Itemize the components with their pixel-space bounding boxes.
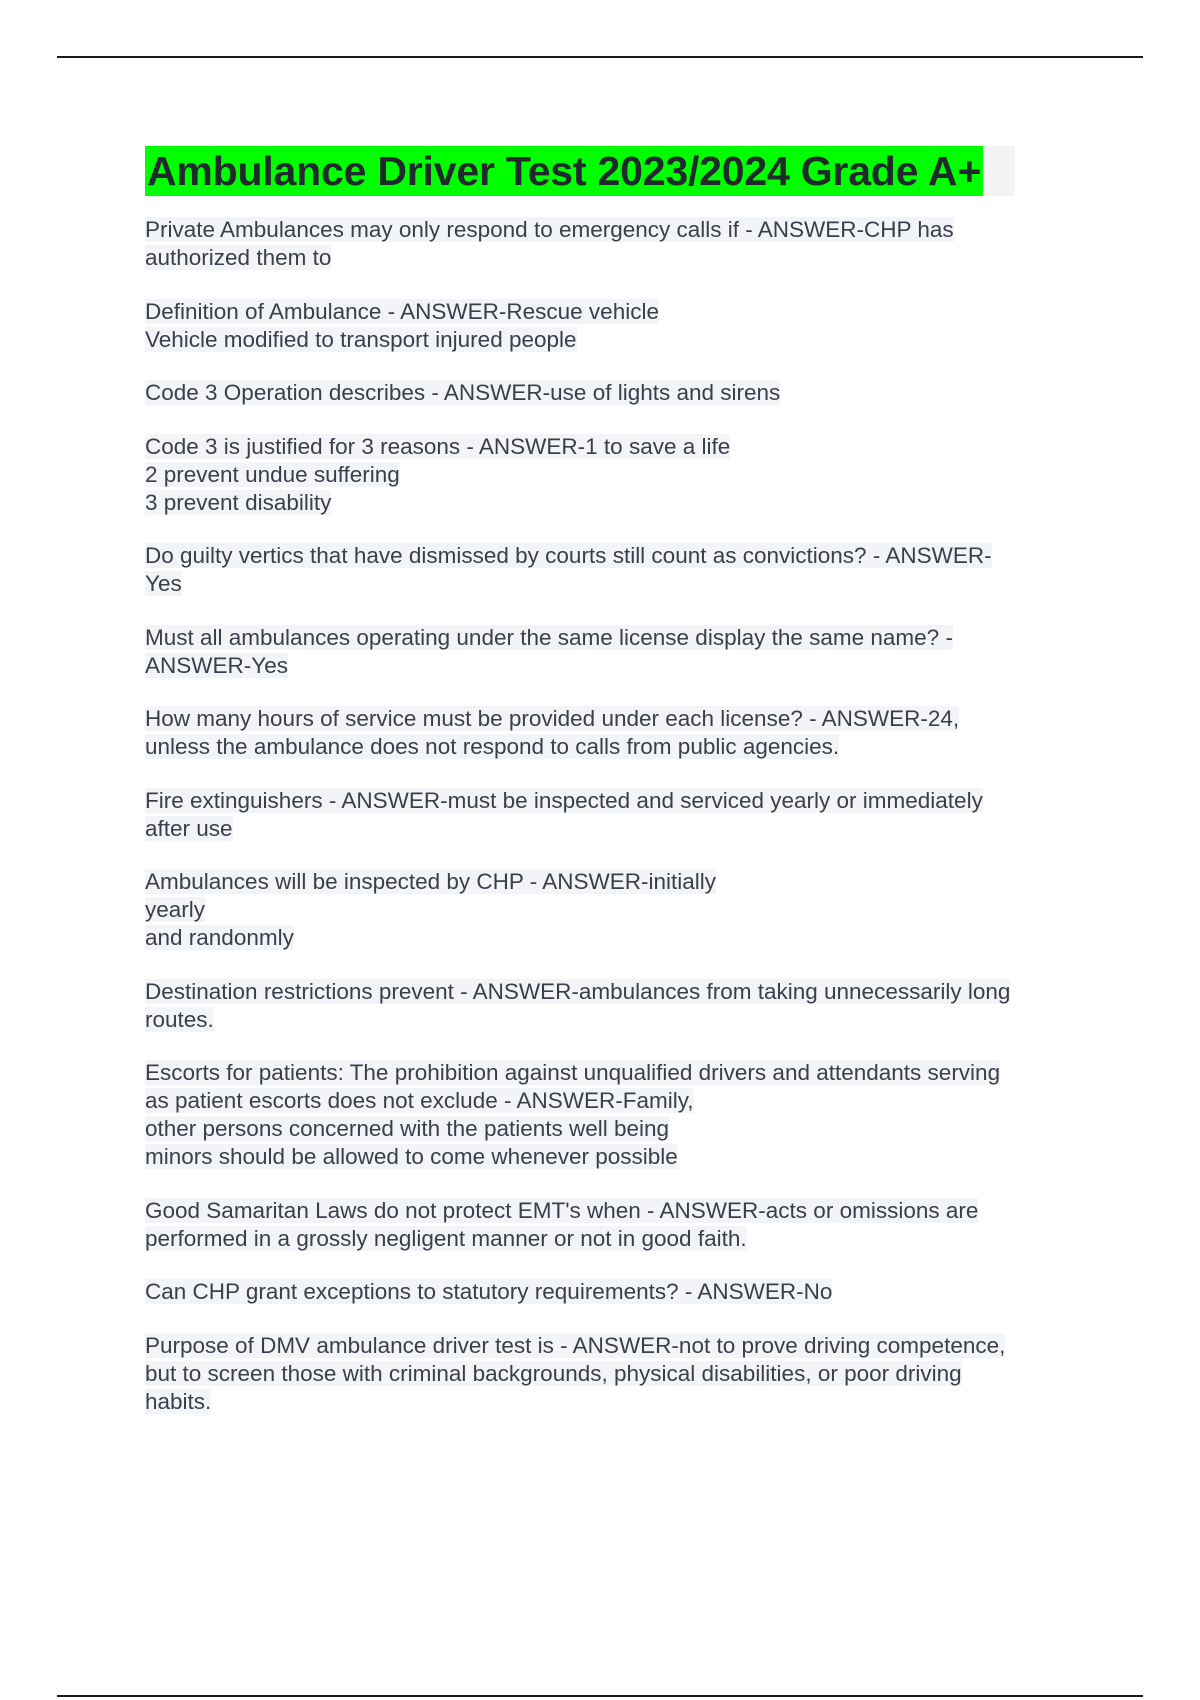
qa-line xyxy=(145,461,1090,489)
qa-entry xyxy=(145,1278,1090,1306)
qa-line xyxy=(145,624,1090,652)
qa-text: other persons concerned with the patients well being xyxy=(145,1116,670,1141)
qa-text: Vehicle modified to transport injured people xyxy=(145,326,577,352)
qa-line xyxy=(145,1115,1090,1143)
qa-text: Yes xyxy=(145,571,182,596)
qa-line xyxy=(145,1059,1090,1087)
qa-text: performed in a grossly negligent manner or not in good faith. xyxy=(145,1225,747,1251)
qa-line xyxy=(145,1332,1090,1360)
qa-text: after use xyxy=(145,815,233,841)
qa-text: yearly xyxy=(145,897,206,922)
qa-text: 2 prevent undue suffering xyxy=(145,461,400,487)
qa-entry xyxy=(145,1197,1090,1253)
qa-line xyxy=(145,489,1090,517)
top-rule xyxy=(57,56,1143,58)
qa-line xyxy=(145,1360,1090,1388)
document-title: Ambulance Driver Test 2023/2024 Grade A+ xyxy=(147,148,982,194)
qa-text: 3 prevent disability xyxy=(145,489,332,515)
qa-line xyxy=(145,787,1090,815)
qa-line xyxy=(145,733,1090,761)
qa-line xyxy=(145,216,1090,244)
qa-line xyxy=(145,542,1090,570)
qa-entry xyxy=(145,298,1090,354)
qa-entry xyxy=(145,705,1090,761)
qa-text: routes. xyxy=(145,1006,214,1032)
qa-line xyxy=(145,1143,1090,1171)
qa-text: Must all ambulances operating under the same license display the same name? - xyxy=(145,624,953,650)
qa-text: but to screen those with criminal backgrounds, physical disabilities, or poor driving xyxy=(145,1360,962,1386)
qa-text: as patient escorts does not exclude - ANSWER-Family, xyxy=(145,1088,694,1113)
qa-line xyxy=(145,1006,1090,1034)
qa-text: Can CHP grant exceptions to statutory requirements? - ANSWER-No xyxy=(145,1279,833,1304)
qa-text: and randonmly xyxy=(145,925,294,950)
qa-entry xyxy=(145,787,1090,843)
qa-line xyxy=(145,978,1090,1006)
qa-line xyxy=(145,1087,1090,1115)
qa-line xyxy=(145,1225,1090,1253)
qa-entry xyxy=(145,868,1090,952)
qa-entry xyxy=(145,379,1090,407)
qa-line xyxy=(145,570,1090,598)
qa-text: Destination restrictions prevent - ANSWER-ambulances from taking unnecessarily long xyxy=(145,978,1011,1004)
qa-line xyxy=(145,1278,1090,1306)
qa-line xyxy=(145,326,1090,354)
qa-entry xyxy=(145,1332,1090,1416)
qa-line xyxy=(145,1197,1090,1225)
qa-text: Ambulances will be inspected by CHP - ANSWER-initially xyxy=(145,869,717,894)
qa-line xyxy=(145,868,1090,896)
qa-line xyxy=(145,298,1090,326)
qa-entry xyxy=(145,542,1090,598)
qa-text: Code 3 is justified for 3 reasons - ANSWER-1 to save a life xyxy=(145,433,731,459)
qa-entry xyxy=(145,433,1090,517)
qa-line xyxy=(145,896,1090,924)
qa-text: ANSWER-Yes xyxy=(145,652,288,678)
qa-line xyxy=(145,705,1090,733)
qa-text: Purpose of DMV ambulance driver test is - ANSWER-not to prove driving competence, xyxy=(145,1332,1006,1358)
qa-entry xyxy=(145,216,1090,272)
qa-text: minors should be allowed to come whenever possible xyxy=(145,1144,678,1169)
qa-text: Code 3 Operation describes - ANSWER-use of lights and sirens xyxy=(145,380,781,405)
qa-text: Do guilty vertics that have dismissed by courts still count as convictions? - ANSWER- xyxy=(145,543,992,568)
qa-line xyxy=(145,652,1090,680)
qa-entry xyxy=(145,624,1090,680)
qa-text: authorized them to xyxy=(145,245,332,270)
document-body xyxy=(145,146,1090,1441)
qa-text: Private Ambulances may only respond to emergency calls if - ANSWER-CHP has xyxy=(145,217,954,242)
qa-entry xyxy=(145,1059,1090,1171)
qa-line xyxy=(145,244,1090,272)
qa-line xyxy=(145,379,1090,407)
qa-text: unless the ambulance does not respond to calls from public agencies. xyxy=(145,734,840,759)
qa-text: Definition of Ambulance - ANSWER-Rescue vehicle xyxy=(145,298,659,324)
qa-list xyxy=(145,216,1090,1416)
qa-line xyxy=(145,815,1090,843)
title-block xyxy=(145,146,1015,196)
qa-entry xyxy=(145,978,1090,1034)
qa-line xyxy=(145,1388,1090,1416)
qa-line xyxy=(145,924,1090,952)
bottom-rule xyxy=(57,1695,1143,1697)
qa-text: Escorts for patients: The prohibition against unqualified drivers and attendants serving xyxy=(145,1060,1001,1085)
qa-text: Fire extinguishers - ANSWER-must be inspected and serviced yearly or immediately xyxy=(145,787,983,813)
qa-line xyxy=(145,433,1090,461)
qa-text: Good Samaritan Laws do not protect EMT's when - ANSWER-acts or omissions are xyxy=(145,1197,979,1223)
qa-text: habits. xyxy=(145,1388,212,1414)
qa-text: How many hours of service must be provided under each license? - ANSWER-24, xyxy=(145,706,960,731)
